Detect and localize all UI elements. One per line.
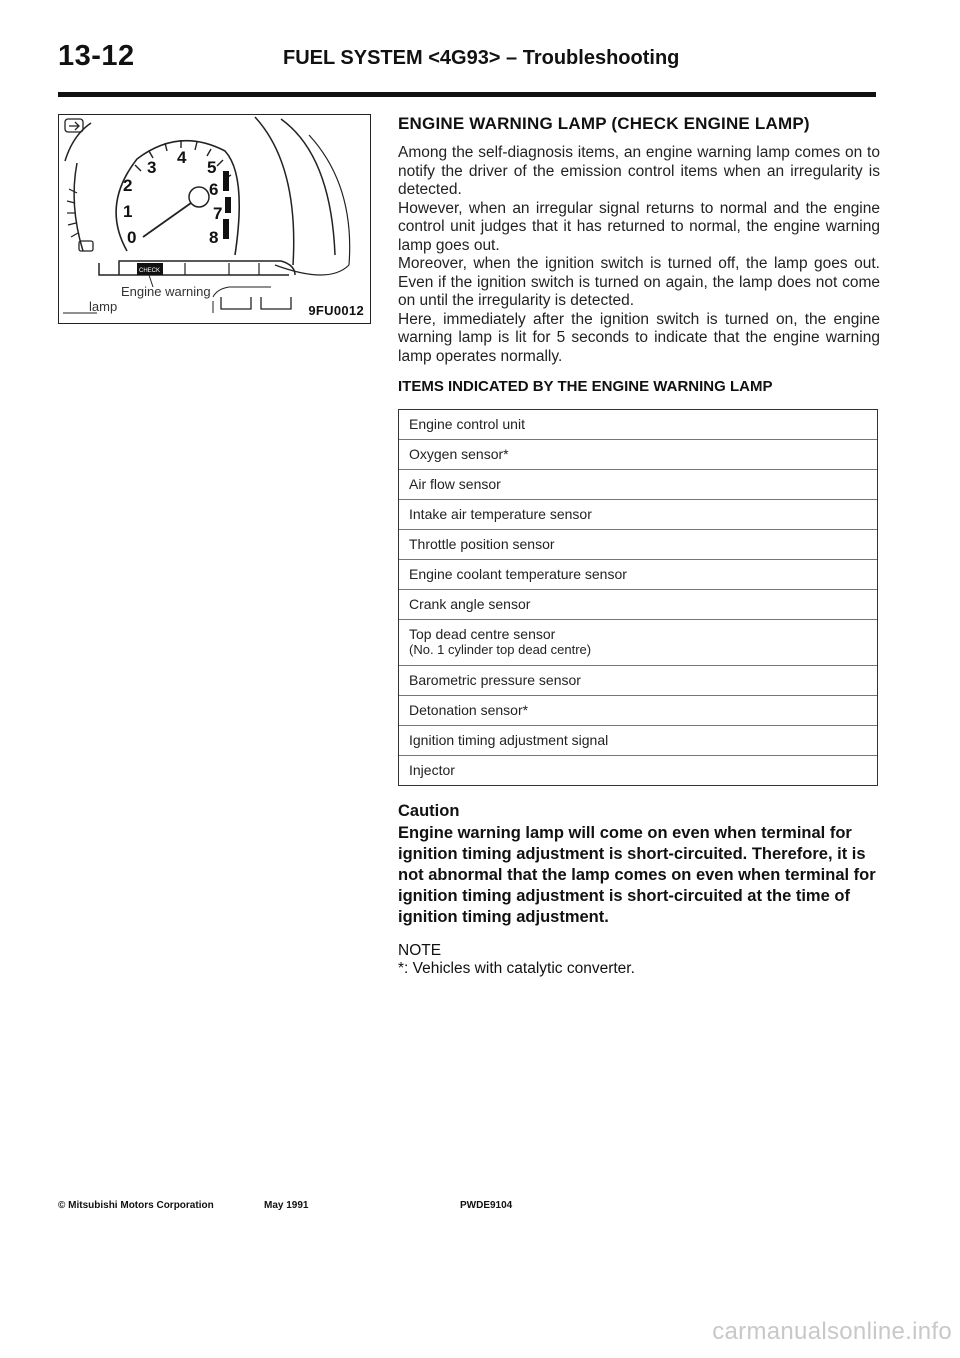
list-item xyxy=(399,725,877,755)
list-item xyxy=(399,619,877,665)
note-text: *: Vehicles with catalytic converter. xyxy=(398,960,635,977)
document-code: PWDE9104 xyxy=(460,1200,513,1211)
item-label: Injector xyxy=(409,762,455,778)
item-label: Intake air temperature sensor xyxy=(409,506,592,522)
section-title: ENGINE WARNING LAMP (CHECK ENGINE LAMP) xyxy=(398,114,810,133)
figure-callout-label: Engine warning xyxy=(121,284,211,299)
items-title: ITEMS INDICATED BY THE ENGINE WARNING LAMP xyxy=(398,378,773,395)
caution-text: Engine warning lamp will come on even when terminal for ignition timing adjustment is short-circuited. Therefore, it is not abnormal that the lamp comes on even when terminal for ignition timing adjustment is short-circuited at the time of ignition timing adjustment. xyxy=(398,824,876,926)
main-content xyxy=(398,114,880,978)
item-label: Barometric pressure sensor xyxy=(409,672,581,688)
paragraph: Among the self-diagnosis items, an engine warning lamp comes on to notify the driver of the emission control items when an irregularity is detected. xyxy=(398,144,880,198)
item-label: Air flow sensor xyxy=(409,476,501,492)
item-label: Throttle position sensor xyxy=(409,536,555,552)
list-item xyxy=(399,499,877,529)
tachometer-cluster-icon xyxy=(59,115,371,324)
paragraph: Moreover, when the ignition switch is turned off, the lamp goes out. Even if the ignition switch is turned on again, the lamp does not come on until the irregularity is detected. xyxy=(398,255,880,309)
list-item xyxy=(399,410,877,439)
paragraph: Here, immediately after the ignition switch is turned on, the engine warning lamp is lit for 5 seconds to indicate that the engine warning lamp operates normally. xyxy=(398,310,880,365)
item-label: Engine control unit xyxy=(409,416,525,432)
svg-text:CHECK: CHECK xyxy=(139,268,161,274)
tachometer-figure xyxy=(58,114,371,324)
header-rule xyxy=(58,92,876,97)
list-item xyxy=(399,665,877,695)
paragraph: However, when an irregular signal returns to normal and the engine control unit judges that it has returned to normal, the engine warning lamp goes out. xyxy=(398,199,880,254)
list-item xyxy=(399,439,877,469)
list-item xyxy=(399,589,877,619)
item-label: Engine coolant temperature sensor xyxy=(409,566,627,582)
svg-text:3: 3 xyxy=(147,158,157,177)
svg-text:0: 0 xyxy=(127,228,137,247)
svg-text:2: 2 xyxy=(123,176,133,195)
list-item xyxy=(399,529,877,559)
list-item xyxy=(399,755,877,785)
watermark: carmanualsonline.info xyxy=(712,1318,952,1345)
caution-title: Caution xyxy=(398,802,460,820)
svg-text:5: 5 xyxy=(207,158,217,177)
publication-date: May 1991 xyxy=(264,1200,309,1211)
items-table xyxy=(398,409,878,786)
svg-text:7: 7 xyxy=(213,204,223,223)
copyright: © Mitsubishi Motors Corporation xyxy=(58,1200,214,1211)
list-item xyxy=(399,559,877,589)
page-header xyxy=(58,36,876,92)
note-label: NOTE xyxy=(398,942,442,959)
svg-text:8: 8 xyxy=(209,228,219,247)
list-item xyxy=(399,695,877,725)
item-label: Crank angle sensor xyxy=(409,596,531,612)
item-label: Oxygen sensor* xyxy=(409,446,509,462)
page-title: FUEL SYSTEM <4G93> – Troubleshooting xyxy=(283,47,680,69)
item-sublabel: (No. 1 cylinder top dead centre) xyxy=(409,642,592,657)
list-item xyxy=(399,469,877,499)
figure-callout-label-2: lamp xyxy=(89,299,118,314)
item-label: Detonation sensor* xyxy=(409,702,529,718)
svg-text:1: 1 xyxy=(123,202,133,221)
page-number: 13-12 xyxy=(58,40,135,72)
item-label: Top dead centre sensor xyxy=(409,626,556,642)
item-label: Ignition timing adjustment signal xyxy=(409,732,609,748)
page-footer xyxy=(58,1200,876,1220)
svg-text:6: 6 xyxy=(209,180,219,199)
figure-code: 9FU0012 xyxy=(308,303,364,318)
svg-text:4: 4 xyxy=(177,148,187,167)
